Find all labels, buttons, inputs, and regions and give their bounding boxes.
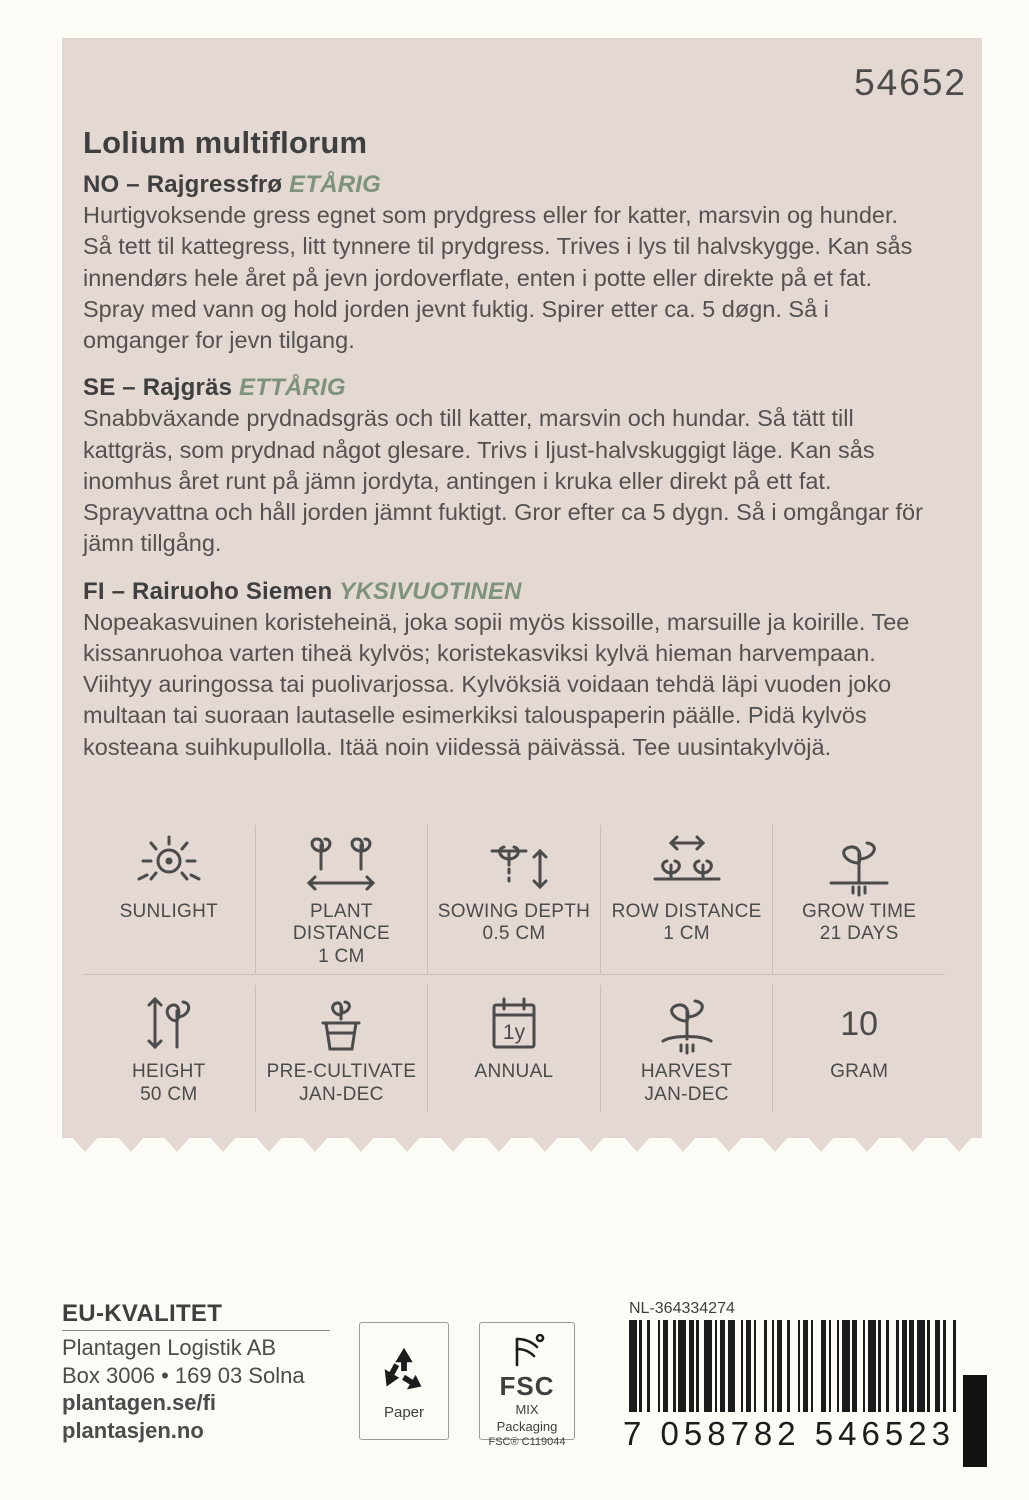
recycle-badge [359,1322,449,1440]
icon-label-sunlight: SUNLIGHT [119,901,219,922]
icon-label-weight: GRAM [830,1061,889,1083]
lang-code-fi: FI [83,577,105,605]
recycle-icon [375,1342,433,1400]
icon-cell-height [83,985,256,1112]
website-no[interactable]: plantasjen.no [62,1418,204,1444]
recycle-caption: Paper [383,1403,425,1421]
lang-sep-fi: – [104,577,133,605]
company-address: Box 3006 • 169 03 Solna [62,1362,305,1388]
latin-name: Lolium multiflorum [83,125,368,160]
language-body-fi: Nopeakasvuinen koristeheinä, joka sopii myös kissoille, marsuille ja koirille. Tee kissanruohoa varten tiheä kylvös; koristekasviksi kylvä hieman harvempaan. Viihtyy auringossa tai puolivarjossa. Kylvöksiä voidaan tehdä läpi vuoden joko multaan tai suoraan lautaselle esimerkiksi talouspaperin päälle. Pidä kylvös kosteana suihkupullolla. Itää noin viidessä päivässä. Tee uusintakylvöjä. [83,608,910,760]
icon-row-top [83,825,945,974]
annual-icon [432,987,596,1061]
fsc-mix: MIX [515,1402,539,1417]
icon-label-grow-time: GROW TIME [802,901,917,922]
lang-code-no: NO [83,171,120,198]
icon-label-row-distance: ROW DISTANCE [611,901,762,922]
fsc-tree-icon [507,1331,547,1371]
icon-cell-harvest [601,985,774,1112]
height-icon [87,987,251,1061]
icon-label-height: HEIGHT [132,1061,206,1083]
language-section-fi [83,578,923,763]
print-registration-mark [963,1375,987,1467]
language-body-no: Hurtigvoksende gress egnet som prydgress eller for katter, marsvin og hunder. Så tett til kattegress, litt tynnere til prydgress. Trives i lys til halvskygge. Kan sås innendørs hele året på jevn jordoverflate, enten i potte eller direkte på et fat. Spray med vann og hold jorden jevnt fuktig. Spirer etter ca. 5 døgn. Så i omganger for jevn tilgang. [83,202,913,353]
sunlight-icon [87,827,251,901]
variety-fi: YKSIVUOTINEN [339,577,522,605]
icon-label-harvest: HARVEST [640,1061,733,1083]
language-heading-no [83,171,923,199]
fsc-badge [479,1322,575,1448]
pre-cultivate-icon [260,987,424,1061]
icon-value-harvest: JAN-DEC [644,1083,729,1105]
icon-value-grow-time: 21 DAYS [819,923,899,945]
lang-sep-se: – [115,374,143,402]
grow-time-icon [777,827,941,901]
eu-quality-title: EU-KVALITET [62,1300,223,1327]
fsc-code: FSC® C119044 [488,1435,566,1448]
common-name-se: Rajgräs [142,374,233,402]
company-name: Plantagen Logistik AB [62,1335,277,1360]
eu-quality-block [62,1300,362,1445]
icon-cell-row-distance [601,825,774,974]
language-heading-se [83,374,923,402]
icon-value-sowing-depth: 0.5 CM [482,923,546,945]
icon-row-bottom [83,985,945,1112]
fsc-mark: FSC [499,1371,555,1401]
icon-label-pre-cultivate: PRE-CULTIVATE [266,1061,417,1083]
icon-cell-plant-distance [256,825,429,974]
icon-value-height: 50 CM [140,1083,198,1105]
language-heading-fi [83,578,923,606]
common-name-fi: Rairuoho Siemen [132,577,333,605]
row-distance-icon [605,827,769,901]
icon-cell-sunlight [83,825,256,974]
icon-cell-sowing-depth [428,825,601,974]
barcode-bars [629,1320,967,1412]
variety-se: ETTÅRIG [239,374,346,402]
barcode-reference: NL-364334274 [629,1300,735,1317]
icon-value-plant-distance: 1 CM [318,945,365,967]
icon-value-row-distance: 1 CM [663,923,710,945]
article-number: 54652 [854,62,967,103]
plant-distance-icon [260,827,424,901]
footer [62,1300,967,1460]
icon-label-sowing-depth: SOWING DEPTH [437,901,591,922]
common-name-no: Rajgressfrø [146,171,283,198]
weight-value: 10 [840,1005,879,1044]
eu-rule [62,1330,330,1331]
icon-cell-pre-cultivate [256,985,429,1112]
cultivation-icon-area [83,825,945,1112]
variety-no: ETÅRIG [289,171,382,198]
icon-value-pre-cultivate: JAN-DEC [299,1083,384,1105]
barcode-digits: 7 058782 546523 [623,1415,955,1452]
icon-cell-annual [428,985,601,1112]
lang-code-se: SE [83,374,116,402]
icon-label-plant-distance: PLANT DISTANCE [292,901,390,945]
harvest-icon [605,987,769,1061]
language-section-se [83,374,923,559]
barcode-area [617,1300,967,1453]
icon-cell-weight [773,985,945,1112]
svg-text:1y: 1y [502,1021,526,1045]
language-body-se: Snabbväxande prydnadsgräs och till katter, marsvin och hundar. Så tätt till kattgräs, som prydnad något glesare. Trivs i ljust-halvskuggigt läge. Kan sås inomhus året runt på jämn jordyta, antingen i kruka eller direkt på ett fat. Sprayvattna och håll jorden jämnt fuktigt. Gror efter ca 5 dygn. Så i omgångar för jämn tillgång. [83,405,923,557]
icon-cell-grow-time [773,825,945,974]
fsc-packaging: Packaging [496,1418,558,1434]
icon-grid-divider [83,974,945,975]
description-block [83,125,923,781]
website-se[interactable]: plantagen.se/fi [62,1390,217,1416]
lang-sep-no: – [119,171,147,198]
sowing-depth-icon [432,827,596,901]
language-section-no [83,171,923,356]
icon-label-annual: ANNUAL [474,1061,554,1083]
